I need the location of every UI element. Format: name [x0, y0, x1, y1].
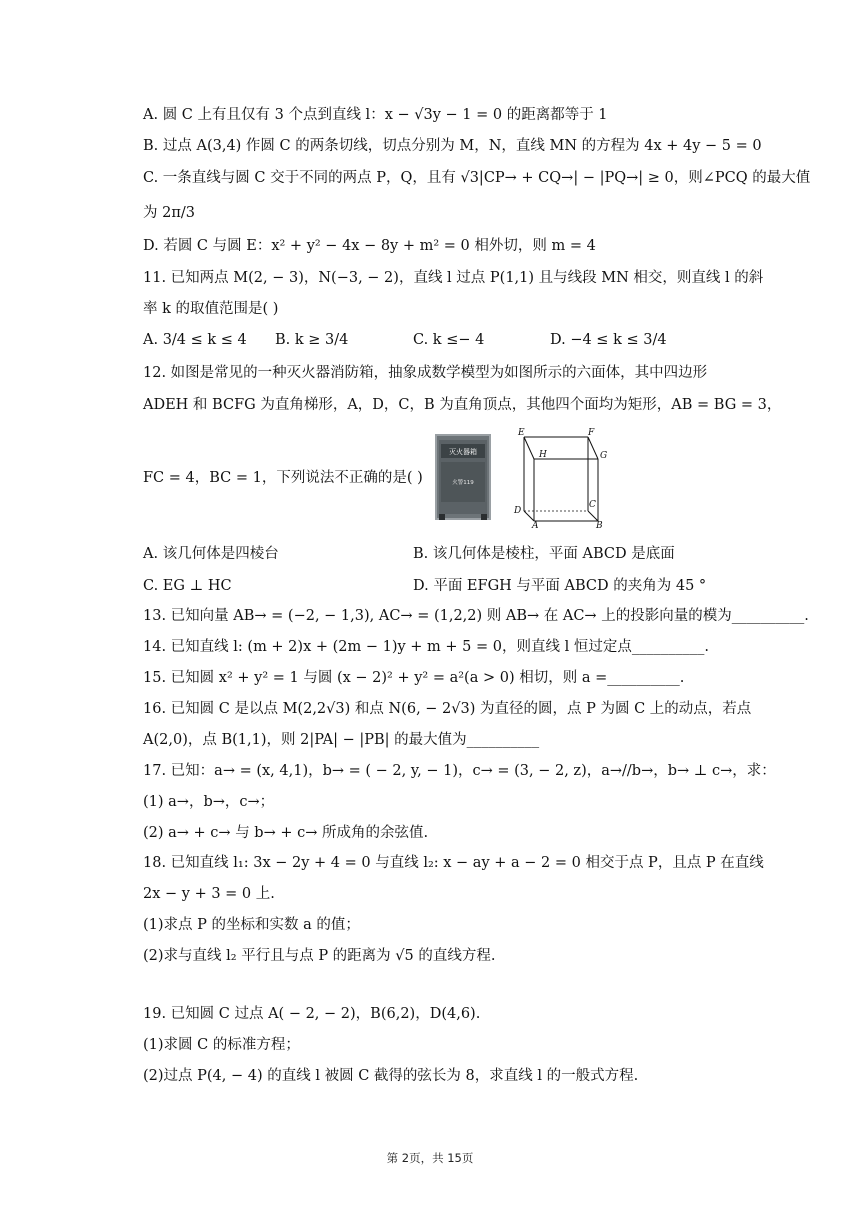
q12-option-c: C. EG ⊥ HC — [143, 578, 232, 594]
q14-text: 14. 已知直线 l: (m + 2)x + (2m − 1)y + m + 5 = 0，则直线 l 恒过定点__________. — [143, 639, 709, 655]
q10-option-b: B. 过点 A(3,4) 作圆 C 的两条切线，切点分别为 M，N，直线 MN 的方程为 4x + 4y − 5 = 0 — [143, 138, 762, 154]
q15-text: 15. 已知圆 x² + y² = 1 与圆 (x − 2)² + y² = a²(a > 0) 相切，则 a =__________. — [143, 670, 685, 686]
q11-line1: 11. 已知两点 M(2, − 3)，N(−3, − 2)，直线 l 过点 P(1,1) 且与线段 MN 相交，则直线 l 的斜 — [143, 270, 764, 286]
q12-option-d: D. 平面 EFGH 与平面 ABCD 的夹角为 45 ° — [413, 578, 707, 594]
q11-option-b: B. k ≥ 3/4 — [275, 332, 349, 348]
q18-line4: (2)求与直线 l₂ 平行且与点 P 的距离为 √5 的直线方程. — [143, 948, 496, 964]
label-F: F — [588, 428, 595, 438]
photo-label-top: 灭火器箱 — [449, 448, 477, 456]
q11-option-a: A. 3/4 ≤ k ≤ 4 — [143, 332, 247, 348]
q19-line2: (1)求圆 C 的标准方程； — [143, 1037, 300, 1053]
q18-line1: 18. 已知直线 l₁: 3x − 2y + 4 = 0 与直线 l₂: x − ay + a − 2 = 0 相交于点 P，且点 P 在直线 — [143, 855, 764, 871]
q12-line1: 12. 如图是常见的一种灭火器消防箱，抽象成数学模型为如图所示的六面体，其中四边形 — [143, 365, 708, 381]
q10-option-c-line1: C. 一条直线与圆 C 交于不同的两点 P，Q，且有 √3|CP→ + CQ→| − |PQ→| ≥ 0，则∠PCQ 的最大值 — [143, 170, 811, 186]
q10-option-c-line2: 为 2π/3 — [143, 205, 195, 221]
q11-option-c: C. k ≤− 4 — [413, 332, 485, 348]
label-H: H — [539, 450, 547, 460]
q11-line2: 率 k 的取值范围是( ) — [143, 301, 279, 317]
fire-extinguisher-cabinet-image — [433, 432, 493, 522]
q18-line2: 2x − y + 3 = 0 上. — [143, 886, 275, 902]
q17-line2: (1) a→，b→，c→； — [143, 794, 275, 810]
label-C: C — [589, 500, 596, 510]
photo-label-mid: 火警119 — [452, 480, 474, 486]
q12-option-a: A. 该几何体是四棱台 — [143, 546, 279, 562]
q13-text: 13. 已知向量 AB→ = (−2, − 1,3), AC→ = (1,2,2) 则 AB→ 在 AC→ 上的投影向量的模为__________. — [143, 608, 809, 624]
label-E: E — [518, 428, 525, 438]
label-A: A — [532, 521, 539, 528]
q19-line3: (2)过点 P(4, − 4) 的直线 l 被圆 C 截得的弦长为 8，求直线 l 的一般式方程. — [143, 1068, 639, 1084]
q18-line3: (1)求点 P 的坐标和实数 a 的值； — [143, 917, 360, 933]
q10-option-a: A. 圆 C 上有且仅有 3 个点到直线 l：x − √3y − 1 = 0 的距离都等于 1 — [143, 107, 608, 123]
q12-line2: ADEH 和 BCFG 为直角梯形，A，D，C，B 为直角顶点，其他四个面均为矩形，AB = BG = 3， — [143, 397, 782, 413]
q19-line1: 19. 已知圆 C 过点 A( − 2, − 2)，B(6,2)，D(4,6). — [143, 1006, 481, 1022]
q12-option-b: B. 该几何体是棱柱，平面 ABCD 是底面 — [413, 546, 675, 562]
q17-line1: 17. 已知：a→ = (x, 4,1)，b→ = ( − 2, y, − 1)，c→ = (3, − 2, z)，a→//b→，b→ ⊥ c→，求： — [143, 763, 776, 779]
hexahedron-diagram — [512, 425, 617, 528]
label-B: B — [596, 521, 603, 528]
q10-option-d: D. 若圆 C 与圆 E：x² + y² − 4x − 8y + m² = 0 相外切，则 m = 4 — [143, 238, 596, 254]
q16-line1: 16. 已知圆 C 是以点 M(2,2√3) 和点 N(6, − 2√3) 为直径的圆，点 P 为圆 C 上的动点，若点 — [143, 701, 752, 717]
q16-line2: A(2,0)，点 B(1,1)，则 2|PA| − |PB| 的最大值为__________ — [143, 732, 540, 748]
label-G: G — [600, 451, 608, 461]
q11-option-d: D. −4 ≤ k ≤ 3/4 — [550, 332, 667, 348]
q17-line3: (2) a→ + c→ 与 b→ + c→ 所成角的余弦值. — [143, 825, 429, 841]
q12-line3: FC = 4，BC = 1，下列说法不正确的是( ) — [143, 470, 423, 486]
page-footer: 第 2页，共 15页 — [386, 1151, 474, 1165]
label-D: D — [514, 506, 522, 516]
